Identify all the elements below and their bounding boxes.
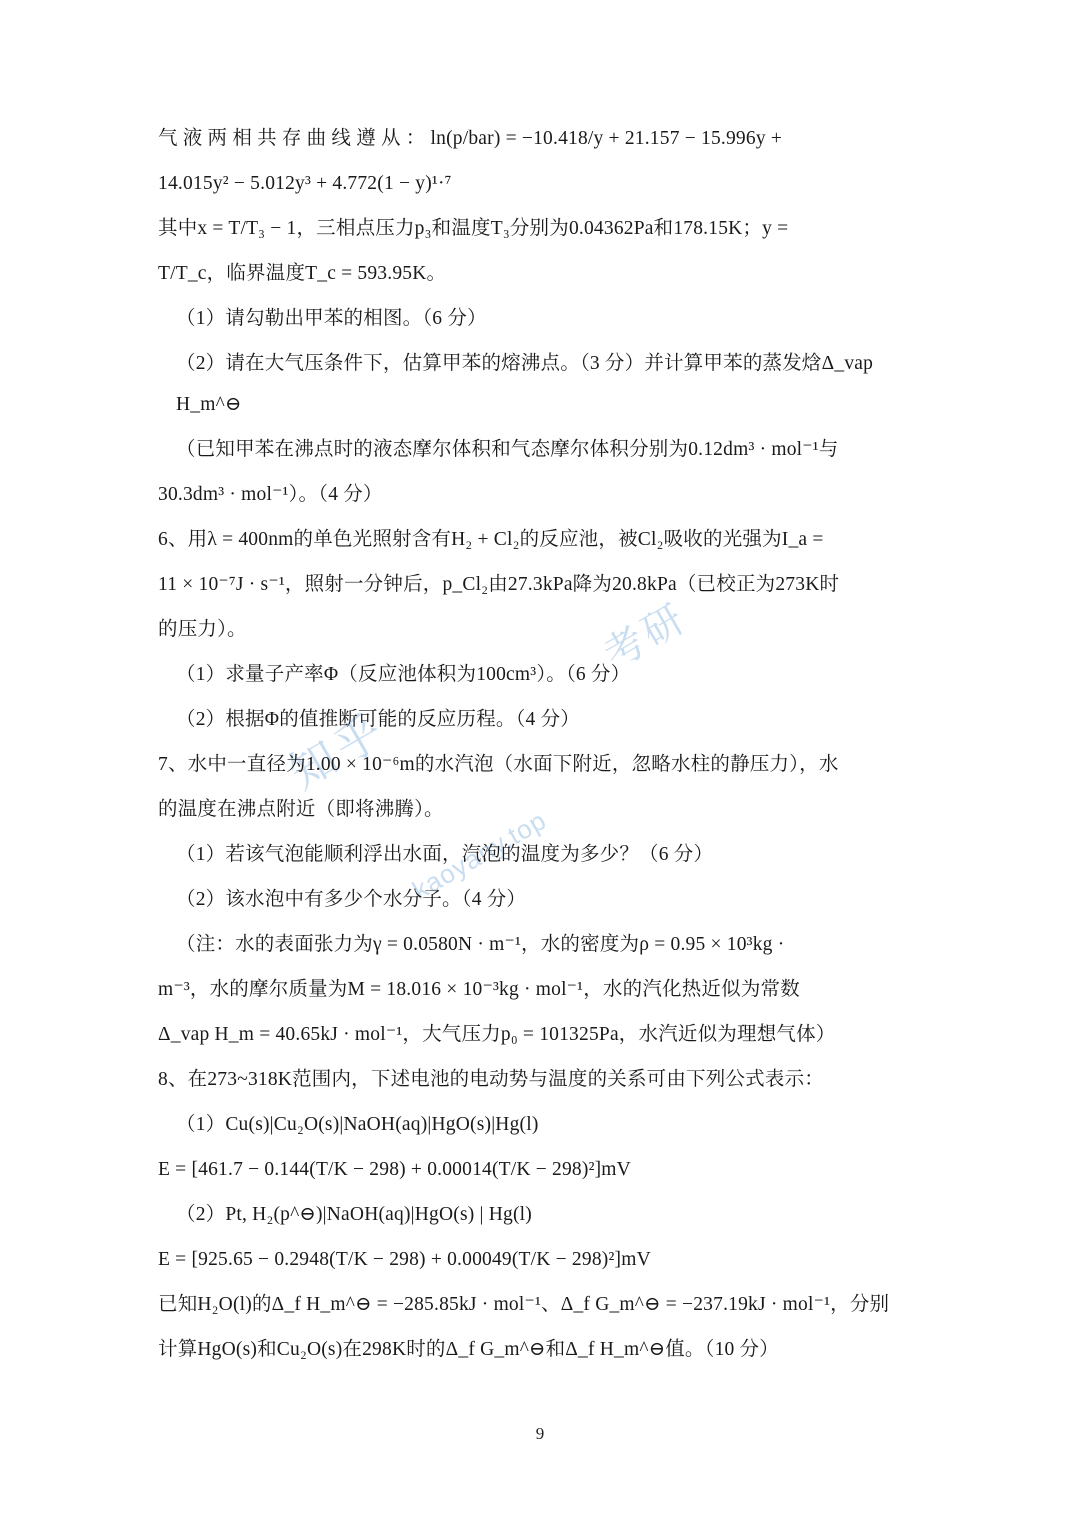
text-line: （注：水的表面张力为γ = 0.0580N · m⁻¹，水的密度为ρ = 0.95 × 10³kg · [176,934,785,955]
text-line: （1）Cu(s)|Cu₂O(s)|NaOH(aq)|HgO(s)|Hg(l) [176,1114,539,1135]
text-line: 气 液 两 相 共 存 曲 线 遵 从 ： ln(p/bar) = −10.418/y + 21.157 − 15.996y + [158,128,783,149]
text-line: （2）根据Φ的值推断可能的反应历程。（4 分） [176,709,580,730]
watermark-url: kaoyany.top [407,804,552,906]
watermark-text-bottom: 知乎 [280,702,397,800]
watermark-text-top: 考研 [596,595,695,678]
text-line: E = [461.7 − 0.144(T/K − 298) + 0.00014(T/K − 298)²]mV [158,1159,631,1180]
text-line: （1）请勾勒出甲苯的相图。（6 分） [176,308,487,329]
text-line: 11 × 10⁻⁷J · s⁻¹，照射一分钟后，p_Cl₂由27.3kPa降为20.8kPa（已校正为273K时 [158,574,840,595]
text-line: 8、在273~318K范围内，下述电池的电动势与温度的关系可由下列公式表示： [158,1069,824,1090]
text-line: m⁻³，水的摩尔质量为M = 18.016 × 10⁻³kg · mol⁻¹，水的汽化热近似为常数 [158,979,800,1000]
text-line: 7、水中一直径为1.00 × 10⁻⁶m的水汽泡（水面下附近，忽略水柱的静压力），水 [158,754,839,775]
text-line: 14.015y² − 5.012y³ + 4.772(1 − y)¹·⁷ [158,173,452,194]
text-line: （1）求量子产率Φ（反应池体积为100cm³）。（6 分） [176,664,631,685]
text-line: 的温度在沸点附近（即将沸腾）。 [158,799,444,820]
text-line: 计算HgO(s)和Cu₂O(s)在298K时的Δ_f G_m^⊖和Δ_f H_m^⊖值。（10 分） [158,1339,779,1360]
page-number: 9 [535,1424,545,1443]
text-line: （2）该水泡中有多少个水分子。（4 分） [176,889,527,910]
text-line: （已知甲苯在沸点时的液态摩尔体积和气态摩尔体积分别为0.12dm³ · mol⁻¹与 [176,439,839,460]
text-line: T/T_c，临界温度T_c = 593.95K。 [158,263,447,284]
text-line: 已知H₂O(l)的Δ_f H_m^⊖ = −285.85kJ · mol⁻¹、Δ_f G_m^⊖ = −237.19kJ · mol⁻¹，分别 [158,1294,890,1315]
text-line: 30.3dm³ · mol⁻¹）。（4 分） [158,484,383,505]
text-line: 的压力）。 [158,619,247,640]
text-line: 6、用λ = 400nm的单色光照射含有H₂ + Cl₂的反应池，被Cl₂吸收的光强为I_a = [158,529,824,550]
text-line: （2）请在大气压条件下，估算甲苯的熔沸点。（3 分）并计算甲苯的蒸发焓Δ_vap H_m^⊖ [176,353,879,415]
text-line: （1）若该气泡能顺利浮出水面，汽泡的温度为多少？（6 分） [176,844,714,865]
text-line: E = [925.65 − 0.2948(T/K − 298) + 0.00049(T/K − 298)²]mV [158,1249,651,1270]
text-line: 其中x = T/T₃ − 1，三相点压力p₃和温度T₃分别为0.04362Pa和178.15K；y = [158,218,789,239]
text-line: （2）Pt, H₂(p^⊖)|NaOH(aq)|HgO(s) | Hg(l) [176,1204,532,1225]
text-line: Δ_vap H_m = 40.65kJ · mol⁻¹，大气压力p₀ = 101325Pa，水汽近似为理想气体） [158,1024,836,1045]
